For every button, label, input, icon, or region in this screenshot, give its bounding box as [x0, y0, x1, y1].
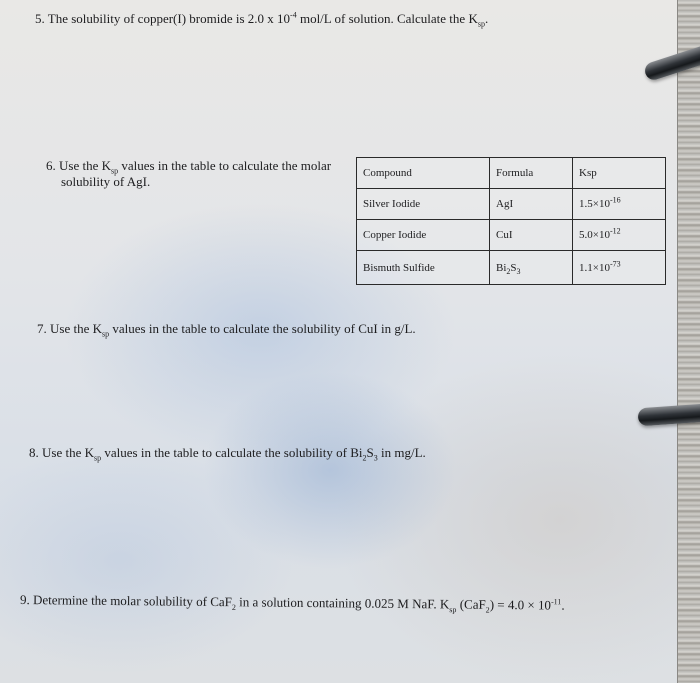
question-6-number: 6. [46, 158, 56, 173]
question-8-text: Use the $K_{sp}$ values in the table to calculate the solubility of $Bi_2S_3$ in mg/L. [42, 445, 426, 463]
question-7-text: Use the $K_{sp}$ values in the table to calculate the solubility of CuI in g/L. [50, 321, 416, 339]
table-cell-formula: AgI [490, 189, 573, 220]
question-8-number: 8. [29, 445, 39, 460]
table-cell-compound: Copper Iodide [357, 220, 490, 251]
question-6-text: Use the $K_{sp}$ values in the table to calculate the molar [59, 158, 332, 176]
question-7 [37, 321, 416, 337]
table-cell-compound: Bismuth Sulfide [357, 251, 490, 285]
binder-page-edges [677, 0, 700, 683]
ksp-table [356, 157, 666, 285]
table-cell-formula: $Bi_2S_3$ [490, 251, 573, 285]
question-9 [20, 592, 565, 614]
question-5 [35, 11, 488, 27]
table-cell-compound: Silver Iodide [357, 189, 490, 220]
table-header-formula: Formula [490, 158, 573, 189]
table-cell-ksp: $1.1\times 10^{-73}$ [573, 251, 666, 285]
question-6-text-line2: solubility of AgI. [61, 174, 151, 189]
question-9-number: 9. [19, 592, 30, 608]
table-header-compound: Compound [357, 158, 490, 189]
table-header-ksp: Ksp [573, 158, 666, 189]
question-5-text: The solubility of copper(I) bromide is 2.0 x $10^{-4}$ mol/L of solution. Calculate the $K_{sp}$. [47, 10, 489, 29]
table-row [357, 220, 666, 251]
table-cell-ksp: $1.5\times 10^{-16}$ [573, 189, 666, 220]
table-cell-formula: CuI [490, 220, 573, 251]
table-header-row [357, 158, 666, 189]
table-row [357, 251, 666, 285]
table-cell-ksp: $5.0\times 10^{-12}$ [573, 220, 666, 251]
table-row [357, 189, 666, 220]
question-5-number: 5. [35, 11, 45, 26]
question-6 [46, 158, 331, 190]
question-8 [29, 445, 426, 461]
question-9-text: Determine the molar solubility of CaF$_2$ in a solution containing 0.025 M NaF. $K_{sp}$ $(CaF_2) = 4.0 \times 10^{-11}$. [32, 592, 565, 615]
question-7-number: 7. [37, 321, 47, 336]
